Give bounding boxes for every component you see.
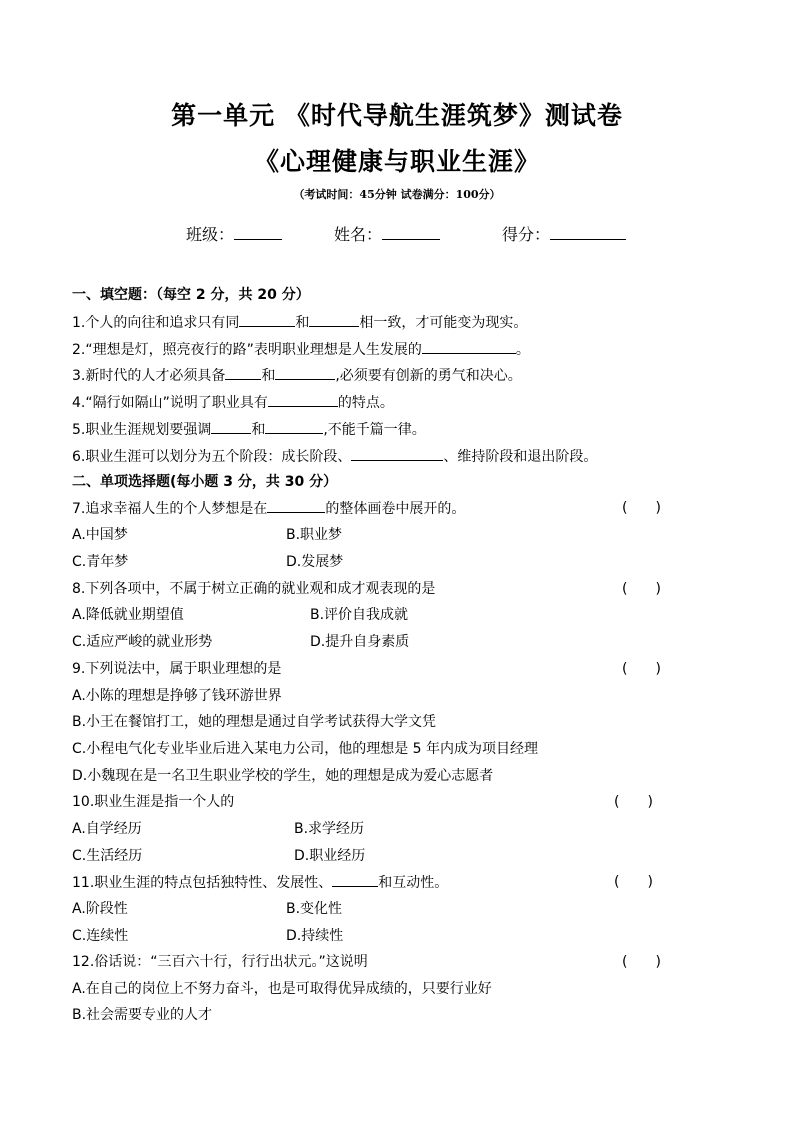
- question-6: 6.职业生涯可以划分为五个阶段：成长阶段、 、维持阶段和退出阶段。: [72, 446, 597, 467]
- exam-info: （考试时间：45分钟 试卷满分：100分）: [293, 188, 501, 201]
- answer-blank[interactable]: [351, 446, 443, 461]
- option-c[interactable]: C.连续性: [72, 928, 129, 944]
- question-3: 3.新时代的人才必须具备 和 ,必须要有创新的勇气和决心。: [72, 365, 522, 386]
- option-d[interactable]: D.持续性: [286, 928, 344, 944]
- answer-blank[interactable]: [332, 872, 378, 887]
- option-a[interactable]: A.阶段性: [72, 901, 128, 917]
- answer-blank[interactable]: [422, 339, 516, 354]
- question-1: 1.个人的向往和追求只有同 和 相一致，才可能变为现实。: [72, 312, 527, 333]
- score-label: 得分：: [502, 225, 551, 244]
- exam-title: 第一单元 《时代导航生涯筑梦》测试卷: [171, 101, 623, 130]
- question-2: 2.“理想是灯，照亮夜行的路”表明职业理想是人生发展的 。: [72, 339, 530, 360]
- answer-blank[interactable]: [309, 312, 359, 327]
- option-d[interactable]: D.发展梦: [286, 554, 344, 570]
- course-title: 《心理健康与职业生涯》: [253, 147, 540, 176]
- class-label: 班级：: [186, 225, 235, 244]
- answer-blank[interactable]: [268, 392, 338, 407]
- option-b[interactable]: B.评价自我成就: [310, 607, 409, 623]
- option-c[interactable]: C.青年梦: [72, 554, 129, 570]
- option-b[interactable]: B.职业梦: [286, 527, 343, 543]
- question-7: 7.追求幸福人生的个人梦想是在 的整体画卷中展开的。: [72, 498, 465, 519]
- name-blank[interactable]: [382, 223, 440, 240]
- answer-paren[interactable]: ( ): [622, 500, 661, 516]
- option-b[interactable]: B.求学经历: [294, 821, 365, 837]
- name-field: [334, 222, 440, 245]
- name-label: 姓名：: [334, 225, 383, 244]
- answer-paren[interactable]: ( ): [614, 794, 653, 810]
- option-b[interactable]: B.变化性: [286, 901, 343, 917]
- section2-heading: 二、单项选择题(每小题 3 分，共 30 分）: [72, 474, 338, 490]
- question-5: 5.职业生涯规划要强调 和 ,不能千篇一律。: [72, 419, 426, 440]
- question-4: 4.“隔行如隔山”说明了职业具有 的特点。: [72, 392, 394, 413]
- option-a[interactable]: A.小陈的理想是挣够了钱环游世界: [72, 688, 282, 704]
- option-a[interactable]: A.自学经历: [72, 821, 142, 837]
- answer-paren[interactable]: ( ): [622, 581, 661, 597]
- question-11: 11.职业生涯的特点包括独特性、发展性、 和互动性。: [72, 872, 448, 893]
- option-c[interactable]: C.小程电气化专业毕业后进入某电力公司，他的理想是 5 年内成为项目经理: [72, 741, 539, 757]
- score-blank[interactable]: [550, 223, 626, 240]
- answer-blank[interactable]: [239, 312, 295, 327]
- answer-paren[interactable]: ( ): [622, 661, 661, 677]
- option-b[interactable]: B.社会需要专业的人才: [72, 1007, 213, 1023]
- answer-blank[interactable]: [225, 365, 261, 380]
- answer-paren[interactable]: ( ): [614, 874, 653, 890]
- question-10: 10.职业生涯是指一个人的: [72, 794, 235, 810]
- question-9: 9.下列说法中，属于职业理想的是: [72, 661, 282, 677]
- answer-blank[interactable]: [267, 498, 325, 513]
- answer-blank[interactable]: [275, 365, 335, 380]
- option-c[interactable]: C.生活经历: [72, 848, 143, 864]
- score-field: [502, 222, 626, 245]
- answer-blank[interactable]: [265, 419, 323, 434]
- class-field: [186, 222, 282, 245]
- answer-paren[interactable]: ( ): [622, 954, 661, 970]
- option-a[interactable]: A.中国梦: [72, 527, 128, 543]
- option-d[interactable]: D.职业经历: [294, 848, 366, 864]
- option-a[interactable]: A.在自己的岗位上不努力奋斗，也是可取得优异成绩的，只要行业好: [72, 981, 492, 997]
- question-8: 8.下列各项中，不属于树立正确的就业观和成才观表现的是: [72, 581, 436, 597]
- option-b[interactable]: B.小王在餐馆打工，她的理想是通过自学考试获得大学文凭: [72, 714, 437, 730]
- section1-heading: 一、填空题：（每空 2 分，共 20 分）: [72, 287, 310, 303]
- class-blank[interactable]: [234, 223, 282, 240]
- option-a[interactable]: A.降低就业期望值: [72, 607, 184, 623]
- option-d[interactable]: D.小魏现在是一名卫生职业学校的学生，她的理想是成为爱心志愿者: [72, 768, 494, 784]
- option-d[interactable]: D.提升自身素质: [310, 634, 410, 650]
- question-12: 12.俗话说：“三百六十行，行行出状元。”这说明: [72, 954, 368, 970]
- option-c[interactable]: C.适应严峻的就业形势: [72, 634, 213, 650]
- answer-blank[interactable]: [211, 419, 251, 434]
